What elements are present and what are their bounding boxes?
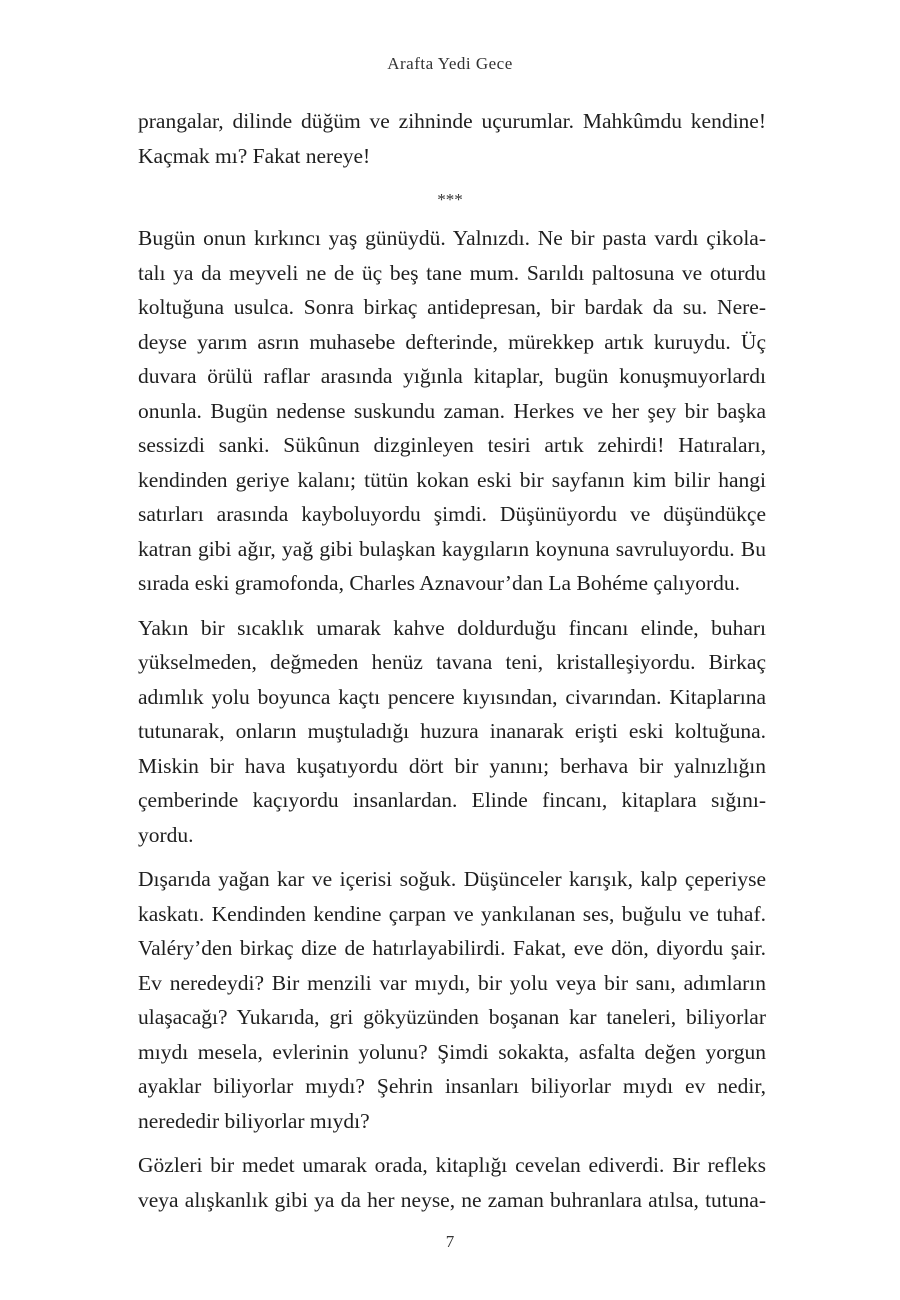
text-line: ulaşacağı? Yukarıda, gri gökyüzünden boşanan kar taneleri, biliyorlar xyxy=(138,1005,766,1029)
text-line: Miskin bir hava kuşatıyordu dört bir yanını; berhava bir yalnızlığın xyxy=(138,753,766,778)
text-line: prangalar, dilinde düğüm ve zihninde uçurumlar. Mahkûmdu kendine! xyxy=(138,109,766,133)
text-line: Gözleri bir medet umarak orada, kitaplığı cevelan ediverdi. Bir refleks xyxy=(138,1153,766,1177)
text-line: Dışarıda yağan kar ve içerisi soğuk. Düşünceler karışık, kalp çeperiyse xyxy=(138,867,766,891)
body-text xyxy=(138,221,766,1217)
running-header: Arafta Yedi Gece xyxy=(387,54,513,73)
text-line: çemberinde kaçıyordu insanlardan. Elinde fincanı, kitaplara sığını- xyxy=(138,788,766,812)
text-line: tutunarak, onların muştuladığı huzura inanarak erişti eski koltuğuna. xyxy=(138,719,766,743)
text-line: duvara örülü raflar arasında yığınla kitaplar, bugün konuşmuyorlardı xyxy=(138,364,766,388)
paragraph xyxy=(138,1148,766,1217)
text-line: yükselmeden, değmeden henüz tavana teni, kristalleşiyordu. Birkaç xyxy=(138,650,766,674)
text-line: yordu. xyxy=(138,822,194,847)
opening-text xyxy=(138,104,766,173)
text-line: satırları arasında kayboluyordu şimdi. Düşünüyordu ve düşündükçe xyxy=(138,502,766,526)
text-line: sırada eski gramofonda, Charles Aznavour’dan La Bohéme çalıyordu. xyxy=(138,571,740,595)
text-line: kendinden geriye kalanı; tütün kokan eski bir sayfanın kim bilir hangi xyxy=(138,467,766,492)
text-line: onunla. Bugün nedense suskundu zaman. Herkes ve her şey bir başka xyxy=(138,398,766,423)
text-line: nerededir biliyorlar mıydı? xyxy=(138,1108,370,1133)
text-line: Ev neredeydi? Bir menzili var mıydı, bir yolu veya bir sanı, adımların xyxy=(138,970,766,995)
page-number: 7 xyxy=(445,1232,455,1251)
text-line: sessizdi sanki. Sükûnun dizginleyen tesiri artık zehirdi! Hatıraları, xyxy=(138,433,766,457)
text-line: ayaklar biliyorlar mıydı? Şehrin insanları biliyorlar mıydı ev nedir, xyxy=(138,1074,766,1098)
text-line: Bugün onun kırkıncı yaş günüydü. Yalnızdı. Ne bir pasta vardı çikola- xyxy=(138,226,766,250)
text-line: kaskatı. Kendinden kendine çarpan ve yankılanan ses, buğulu ve tuhaf. xyxy=(138,901,766,926)
text-line: deyse yarım asrın muhasebe defterinde, mürekkep artık kuruydu. Üç xyxy=(138,329,766,354)
paragraph xyxy=(138,862,766,1138)
text-line: katran gibi ağır, yağ gibi bulaşkan kaygıların koynuna savruluyordu. Bu xyxy=(138,536,766,561)
paragraph xyxy=(138,221,766,601)
text-line: koltuğuna usulca. Sonra birkaç antidepresan, bir bardak da su. Nere- xyxy=(138,295,766,319)
text-line: mıydı mesela, evlerinin yolunu? Şimdi sokakta, asfalta değen yorgun xyxy=(138,1039,766,1064)
text-line: Valéry’den birkaç dize de hatırlayabilirdi. Fakat, eve dön, diyordu şair. xyxy=(138,936,766,960)
paragraph xyxy=(138,611,766,853)
text-line: talı ya da meyveli ne de üç beş tane mum. Sarıldı paltosuna ve oturdu xyxy=(138,260,766,285)
text-line: Kaçmak mı? Fakat nereye! xyxy=(138,143,371,168)
text-line: Yakın bir sıcaklık umarak kahve doldurduğu fincanı elinde, buharı xyxy=(138,615,766,640)
text-line: adımlık yolu boyunca kaçtı pencere kıyısından, civarından. Kitaplarına xyxy=(138,684,766,709)
section-separator: *** xyxy=(437,190,463,209)
text-line: veya alışkanlık gibi ya da her neyse, ne zaman buhranlara atılsa, tutuna- xyxy=(138,1187,766,1212)
